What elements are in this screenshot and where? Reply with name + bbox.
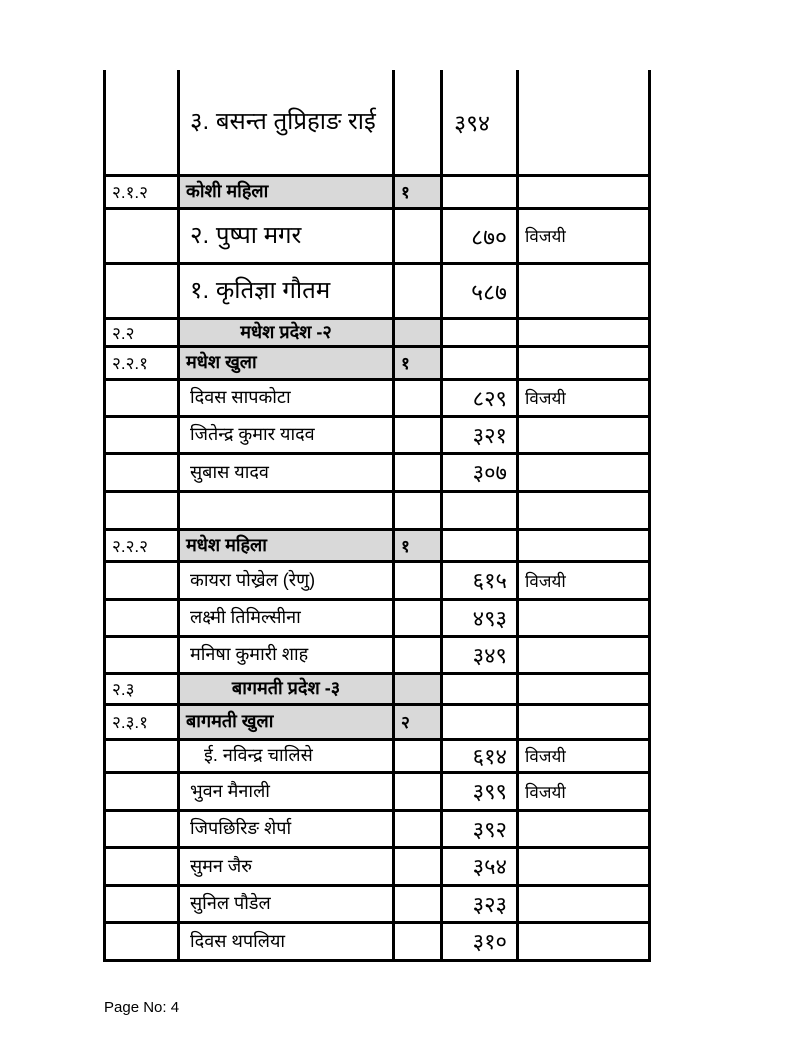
cell-name: मधेश प्रदेश -२ [179,318,394,346]
cell-count [394,379,442,416]
page-number-footer: Page No: 4 [104,999,180,1016]
table-row [105,810,650,847]
table-row [105,885,650,922]
cell-name: जिपछिरिङ शेर्पा [179,810,394,847]
cell-status [518,810,650,847]
cell-count [394,810,442,847]
cell-votes: ३२३ [442,885,518,922]
cell-serial [105,599,179,636]
cell-votes: ३५४ [442,847,518,885]
cell-serial: २.३ [105,673,179,704]
cell-serial [105,263,179,318]
cell-count [394,208,442,263]
cell-votes: ३४९ [442,636,518,673]
cell-votes [442,704,518,739]
cell-serial [105,416,179,453]
cell-status [518,175,650,208]
cell-status [518,491,650,529]
cell-count [394,599,442,636]
table-row [105,922,650,960]
cell-count: १ [394,175,442,208]
cell-serial: २.२ [105,318,179,346]
table-row [105,175,650,208]
cell-votes: ३९९ [442,772,518,810]
cell-votes [442,673,518,704]
cell-status: विजयी [518,561,650,599]
cell-votes [442,346,518,379]
cell-name: कोशी महिला [179,175,394,208]
cell-serial [105,491,179,529]
table-row [105,263,650,318]
cell-name [179,491,394,529]
cell-votes: ३९२ [442,810,518,847]
cell-name: मधेश खुला [179,346,394,379]
cell-name: मधेश महिला [179,529,394,561]
cell-status [518,70,650,175]
table-row [105,561,650,599]
cell-name: ई. नविन्द्र चालिसे [179,739,394,772]
cell-name: कायरा पोख्रेल (रेणु) [179,561,394,599]
cell-votes [442,529,518,561]
cell-votes: ५८७ [442,263,518,318]
cell-name: बागमती प्रदेश -३ [179,673,394,704]
cell-serial [105,772,179,810]
cell-count [394,491,442,529]
cell-status [518,346,650,379]
cell-status [518,529,650,561]
cell-serial [105,636,179,673]
table-row [105,70,650,175]
cell-name: सुमन जैरु [179,847,394,885]
cell-status [518,599,650,636]
table-row [105,453,650,491]
cell-votes: ३९४ [442,70,518,175]
table-row [105,318,650,346]
cell-name: १. कृतिज्ञा गौतम [179,263,394,318]
cell-count [394,739,442,772]
cell-votes: ८७० [442,208,518,263]
cell-name: ३. बसन्त तुप्रिहाङ राई [179,70,394,175]
cell-votes [442,175,518,208]
cell-count [394,673,442,704]
cell-serial [105,885,179,922]
cell-count: १ [394,346,442,379]
cell-serial [105,453,179,491]
cell-serial [105,810,179,847]
cell-count: १ [394,529,442,561]
election-results-table [103,70,651,962]
cell-status [518,453,650,491]
cell-votes [442,491,518,529]
cell-count [394,416,442,453]
cell-count [394,453,442,491]
cell-count [394,772,442,810]
table-row [105,208,650,263]
cell-status: विजयी [518,208,650,263]
cell-status [518,704,650,739]
cell-status [518,922,650,960]
table-row [105,704,650,739]
cell-serial: २.१.२ [105,175,179,208]
cell-count [394,70,442,175]
cell-status [518,636,650,673]
cell-status: विजयी [518,739,650,772]
cell-votes: ३१० [442,922,518,960]
cell-count [394,561,442,599]
cell-votes: ६१५ [442,561,518,599]
table-row [105,673,650,704]
cell-status [518,416,650,453]
table-row [105,379,650,416]
table-body [105,70,650,960]
cell-name: भुवन मैनाली [179,772,394,810]
cell-status [518,318,650,346]
cell-status: विजयी [518,379,650,416]
cell-name: २. पुष्पा मगर [179,208,394,263]
table-row [105,636,650,673]
table-row [105,772,650,810]
table-row [105,599,650,636]
cell-votes: ८२९ [442,379,518,416]
cell-name: बागमती खुला [179,704,394,739]
cell-count: २ [394,704,442,739]
table-row [105,529,650,561]
table-row [105,491,650,529]
cell-votes: ६१४ [442,739,518,772]
cell-name: लक्ष्मी तिमिल्सीना [179,599,394,636]
cell-serial [105,922,179,960]
cell-name: दिवस थपलिया [179,922,394,960]
cell-serial [105,208,179,263]
cell-count [394,847,442,885]
cell-serial [105,70,179,175]
cell-count [394,263,442,318]
table-row [105,847,650,885]
cell-name: मनिषा कुमारी शाह [179,636,394,673]
cell-status [518,885,650,922]
cell-name: सुबास यादव [179,453,394,491]
table-row [105,346,650,379]
table-row [105,739,650,772]
table-row [105,416,650,453]
cell-serial: २.२.२ [105,529,179,561]
cell-status [518,263,650,318]
cell-votes [442,318,518,346]
cell-votes: ३०७ [442,453,518,491]
cell-status: विजयी [518,772,650,810]
cell-status [518,673,650,704]
cell-serial: २.३.१ [105,704,179,739]
cell-serial: २.२.१ [105,346,179,379]
cell-serial [105,379,179,416]
cell-name: सुनिल पौडेल [179,885,394,922]
cell-serial [105,739,179,772]
cell-count [394,922,442,960]
cell-serial [105,561,179,599]
cell-status [518,847,650,885]
cell-votes: ४९३ [442,599,518,636]
cell-votes: ३२१ [442,416,518,453]
cell-name: दिवस सापकोटा [179,379,394,416]
cell-serial [105,847,179,885]
cell-count [394,636,442,673]
cell-count [394,318,442,346]
cell-name: जितेन्द्र कुमार यादव [179,416,394,453]
cell-count [394,885,442,922]
